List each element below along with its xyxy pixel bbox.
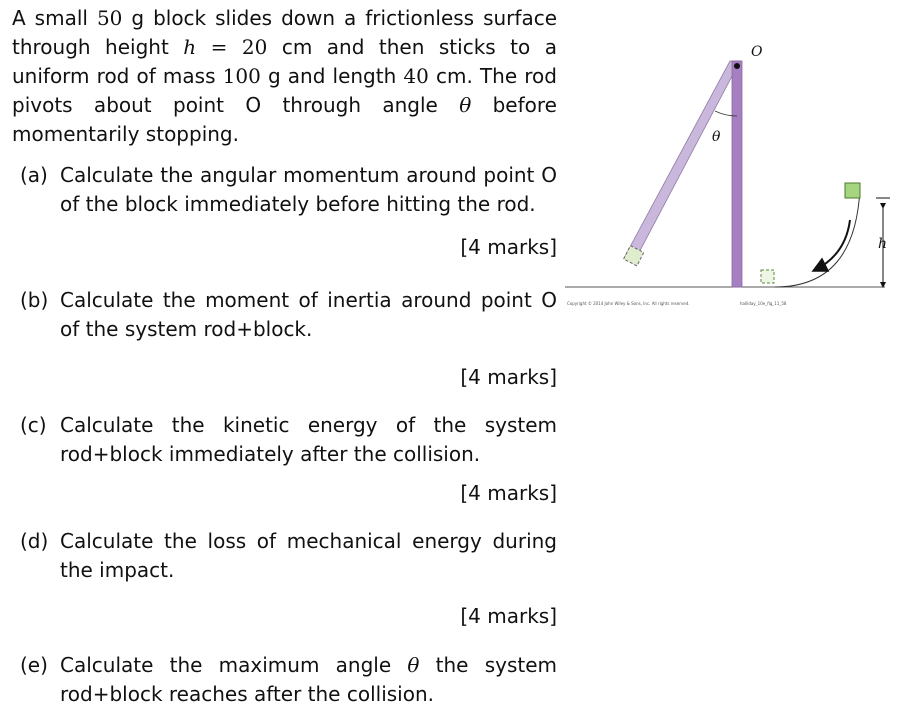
height-value: 20: [241, 35, 268, 59]
rod-vertical: [732, 61, 742, 287]
height-symbol: h: [183, 35, 197, 59]
motion-arrow: [815, 220, 850, 270]
part-d-text: Calculate the loss of mechanical energy during the impact.: [60, 529, 557, 582]
block-impact: [761, 270, 774, 283]
rod-length-value: 40: [403, 64, 429, 88]
part-a-text: Calculate the angular momentum around point O of the block immediately before hitting the rod.: [60, 163, 557, 216]
angle-symbol-e: θ: [407, 653, 420, 677]
physics-figure: [565, 38, 895, 318]
part-a-label: (a): [20, 163, 48, 187]
block-start: [845, 183, 860, 198]
pivot-point: [734, 63, 740, 69]
question-part-d: [20, 527, 557, 631]
rod-mass-value: 100: [222, 64, 261, 88]
rod-swung: [624, 61, 740, 262]
part-e-label: (e): [20, 653, 48, 677]
block-mass-value: 50: [96, 6, 123, 30]
pivot-label: O: [751, 44, 763, 60]
part-c-text: Calculate the kinetic energy of the system rod+block immediately after the collision.: [60, 413, 557, 466]
part-b-marks: [4 marks]: [460, 365, 557, 389]
copyright-text: Copyright © 2014 John Wiley & Sons, Inc. All rights reserved.: [567, 301, 690, 306]
part-d-label: (d): [20, 529, 49, 553]
intro-paragraph: A small 50 g block slides down a frictionless surface through height h = 20 cm and then sticks to a uniform rod of mass 100 g and length 40 cm. The rod pivots about point O through angle θ before momentarily stopping.: [12, 6, 557, 146]
figure-id-text: halliday_10e_fig_11_58: [740, 301, 787, 306]
part-b-text: Calculate the moment of inertia around point O of the system rod+block.: [60, 288, 557, 341]
question-part-b: [20, 286, 557, 392]
height-label: h: [878, 236, 888, 252]
part-d-marks: [4 marks]: [460, 604, 557, 628]
part-a-marks: [4 marks]: [460, 235, 557, 259]
question-part-c: [20, 411, 557, 508]
part-e-text: Calculate the maximum angle θ the system rod+block reaches after the collision.: [60, 653, 558, 706]
part-c-marks: [4 marks]: [460, 481, 557, 505]
question-part-e: [20, 651, 557, 709]
frictionless-surface: [775, 188, 860, 287]
part-c-label: (c): [20, 413, 47, 437]
angle-symbol: θ: [459, 93, 472, 117]
problem-statement: [12, 4, 557, 709]
figure-svg: [565, 38, 895, 318]
part-b-label: (b): [20, 288, 49, 312]
question-part-a: [20, 161, 557, 262]
angle-label: θ: [712, 129, 721, 145]
